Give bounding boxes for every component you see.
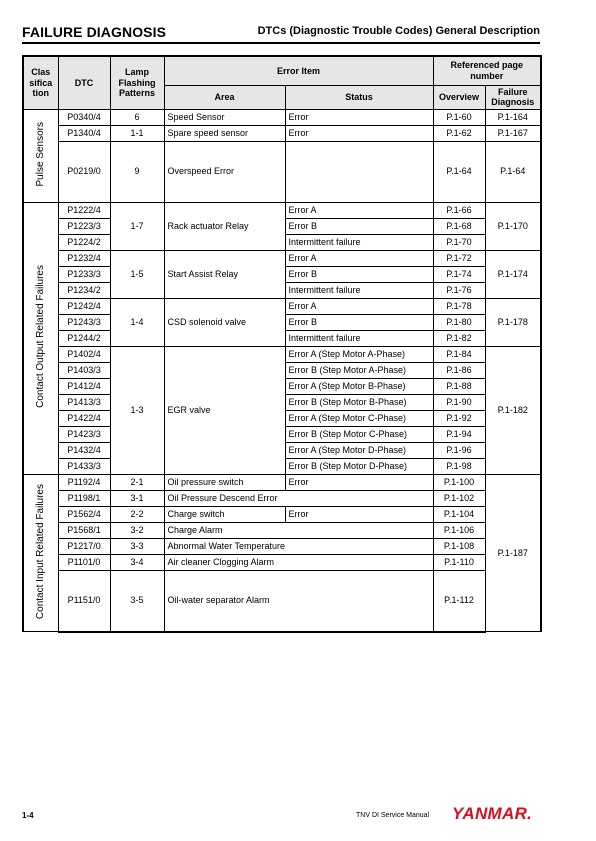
section-title: FAILURE DIAGNOSIS [22, 24, 167, 40]
group-contact-output: Contact Output Related Failures [23, 202, 58, 474]
dtc-cell: P1233/3 [58, 266, 110, 282]
table-row [23, 346, 541, 362]
status-cell: Error B (Step Motor C-Phase) [285, 426, 433, 442]
area-cell: Spare speed sensor [164, 125, 285, 141]
dtc-cell: P1101/0 [58, 554, 110, 570]
fd-cell: P.1-170 [485, 202, 541, 250]
area-cell: Speed Sensor [164, 109, 285, 125]
dtc-cell: P0340/4 [58, 109, 110, 125]
dtc-cell: P1232/4 [58, 250, 110, 266]
fd-cell: P.1-187 [485, 474, 541, 632]
dtc-cell: P1224/2 [58, 234, 110, 250]
overview-cell: P.1-82 [433, 330, 485, 346]
group-contact-input: Contact Input Related Failures [23, 474, 58, 632]
dtc-cell: P1433/3 [58, 458, 110, 474]
area-cell: Charge Alarm [164, 522, 433, 538]
table-row [23, 250, 541, 266]
status-cell: Error B (Step Motor A-Phase) [285, 362, 433, 378]
fd-cell: P.1-164 [485, 109, 541, 125]
overview-cell: P.1-88 [433, 378, 485, 394]
fd-cell: P.1-174 [485, 250, 541, 298]
fd-cell: P.1-178 [485, 298, 541, 346]
status-cell: Error B (Step Motor D-Phase) [285, 458, 433, 474]
dtc-cell: P1432/4 [58, 442, 110, 458]
manual-title: TNV DI Service Manual [356, 812, 430, 819]
area-cell: Oil pressure switch [164, 474, 285, 490]
overview-cell: P.1-84 [433, 346, 485, 362]
overview-cell: P.1-64 [433, 141, 485, 202]
status-cell: Error A (Step Motor D-Phase) [285, 442, 433, 458]
dtc-table [22, 55, 542, 633]
area-cell: Oil-water separator Alarm [164, 570, 433, 632]
lamp-cell: 6 [110, 109, 164, 125]
col-status: Status [285, 85, 433, 109]
status-cell: Error B (Step Motor B-Phase) [285, 394, 433, 410]
status-cell [285, 141, 433, 202]
lamp-cell: 1-7 [110, 202, 164, 250]
dtc-cell: P1192/4 [58, 474, 110, 490]
col-failure-diagnosis: Failure Diagnosis [485, 85, 541, 109]
lamp-cell: 9 [110, 141, 164, 202]
overview-cell: P.1-96 [433, 442, 485, 458]
col-classification: Clas sifica tion [23, 56, 58, 109]
overview-cell: P.1-104 [433, 506, 485, 522]
table-row [23, 202, 541, 218]
lamp-cell: 2-1 [110, 474, 164, 490]
status-cell: Error A [285, 250, 433, 266]
lamp-cell: 3-3 [110, 538, 164, 554]
col-ref-page: Referenced page number [433, 56, 541, 85]
table-row [23, 109, 541, 125]
status-cell: Error B [285, 314, 433, 330]
page-number: 1-4 [22, 811, 34, 820]
overview-cell: P.1-60 [433, 109, 485, 125]
dtc-cell: P1412/4 [58, 378, 110, 394]
col-area: Area [164, 85, 285, 109]
area-cell: Overspeed Error [164, 141, 285, 202]
overview-cell: P.1-94 [433, 426, 485, 442]
overview-cell: P.1-112 [433, 570, 485, 632]
table-row [23, 522, 541, 538]
group-pulse-sensors: Pulse Sensors [23, 109, 58, 202]
dtc-cell: P1340/4 [58, 125, 110, 141]
overview-cell: P.1-98 [433, 458, 485, 474]
dtc-cell: P1422/4 [58, 410, 110, 426]
status-cell: Error [285, 109, 433, 125]
dtc-cell: P1244/2 [58, 330, 110, 346]
status-cell: Error [285, 474, 433, 490]
lamp-cell: 3-4 [110, 554, 164, 570]
overview-cell: P.1-66 [433, 202, 485, 218]
fd-cell: P.1-64 [485, 141, 541, 202]
page-title: DTCs (Diagnostic Trouble Codes) General Description [257, 25, 540, 37]
overview-cell: P.1-110 [433, 554, 485, 570]
table-row [23, 554, 541, 570]
status-cell: Intermittent failure [285, 234, 433, 250]
dtc-cell: P1242/4 [58, 298, 110, 314]
overview-cell: P.1-74 [433, 266, 485, 282]
lamp-cell: 3-2 [110, 522, 164, 538]
dtc-cell: P1217/0 [58, 538, 110, 554]
table-row [23, 538, 541, 554]
page-header [22, 22, 540, 42]
area-cell: CSD solenoid valve [164, 298, 285, 346]
status-cell: Error [285, 125, 433, 141]
status-cell: Error B [285, 266, 433, 282]
area-cell: EGR valve [164, 346, 285, 474]
area-cell: Oil Pressure Descend Error [164, 490, 433, 506]
header-rule [22, 42, 540, 44]
dtc-cell: P1402/4 [58, 346, 110, 362]
status-cell: Error A [285, 202, 433, 218]
overview-cell: P.1-72 [433, 250, 485, 266]
status-cell: Error A (Step Motor B-Phase) [285, 378, 433, 394]
dtc-cell: P1198/1 [58, 490, 110, 506]
col-dtc: DTC [58, 56, 110, 109]
dtc-cell: P1151/0 [58, 570, 110, 632]
status-cell: Error B [285, 218, 433, 234]
overview-cell: P.1-62 [433, 125, 485, 141]
table-row [23, 474, 541, 490]
lamp-cell: 2-2 [110, 506, 164, 522]
table-row [23, 141, 541, 202]
fd-cell: P.1-182 [485, 346, 541, 474]
table-row [23, 570, 541, 632]
lamp-cell: 1-3 [110, 346, 164, 474]
overview-cell: P.1-90 [433, 394, 485, 410]
overview-cell: P.1-70 [433, 234, 485, 250]
lamp-cell: 1-5 [110, 250, 164, 298]
status-cell: Intermittent failure [285, 330, 433, 346]
overview-cell: P.1-86 [433, 362, 485, 378]
fd-cell: P.1-167 [485, 125, 541, 141]
area-cell: Abnormal Water Temperature [164, 538, 433, 554]
area-cell: Start Assist Relay [164, 250, 285, 298]
dtc-cell: P1423/3 [58, 426, 110, 442]
dtc-cell: P1222/4 [58, 202, 110, 218]
status-cell: Error A (Step Motor A-Phase) [285, 346, 433, 362]
dtc-cell: P1413/3 [58, 394, 110, 410]
area-cell: Rack actuator Relay [164, 202, 285, 250]
overview-cell: P.1-102 [433, 490, 485, 506]
yanmar-logo: YANMAR. [452, 804, 533, 823]
status-cell: Error A [285, 298, 433, 314]
dtc-cell: P0219/0 [58, 141, 110, 202]
overview-cell: P.1-78 [433, 298, 485, 314]
status-cell: Error A (Step Motor C-Phase) [285, 410, 433, 426]
table-row [23, 490, 541, 506]
overview-cell: P.1-106 [433, 522, 485, 538]
overview-cell: P.1-92 [433, 410, 485, 426]
dtc-cell: P1243/3 [58, 314, 110, 330]
table-row [23, 506, 541, 522]
status-cell: Intermittent failure [285, 282, 433, 298]
status-cell: Error [285, 506, 433, 522]
lamp-cell: 3-1 [110, 490, 164, 506]
area-cell: Charge switch [164, 506, 285, 522]
overview-cell: P.1-100 [433, 474, 485, 490]
table-row [23, 125, 541, 141]
overview-cell: P.1-80 [433, 314, 485, 330]
lamp-cell: 1-4 [110, 298, 164, 346]
overview-cell: P.1-108 [433, 538, 485, 554]
col-lamp: Lamp Flashing Patterns [110, 56, 164, 109]
area-cell: Air cleaner Clogging Alarm [164, 554, 433, 570]
overview-cell: P.1-68 [433, 218, 485, 234]
lamp-cell: 1-1 [110, 125, 164, 141]
overview-cell: P.1-76 [433, 282, 485, 298]
dtc-cell: P1234/2 [58, 282, 110, 298]
lamp-cell: 3-5 [110, 570, 164, 632]
table-row [23, 298, 541, 314]
col-overview: Overview [433, 85, 485, 109]
col-error-item: Error Item [164, 56, 433, 85]
dtc-cell: P1223/3 [58, 218, 110, 234]
dtc-cell: P1568/1 [58, 522, 110, 538]
dtc-cell: P1403/3 [58, 362, 110, 378]
dtc-cell: P1562/4 [58, 506, 110, 522]
